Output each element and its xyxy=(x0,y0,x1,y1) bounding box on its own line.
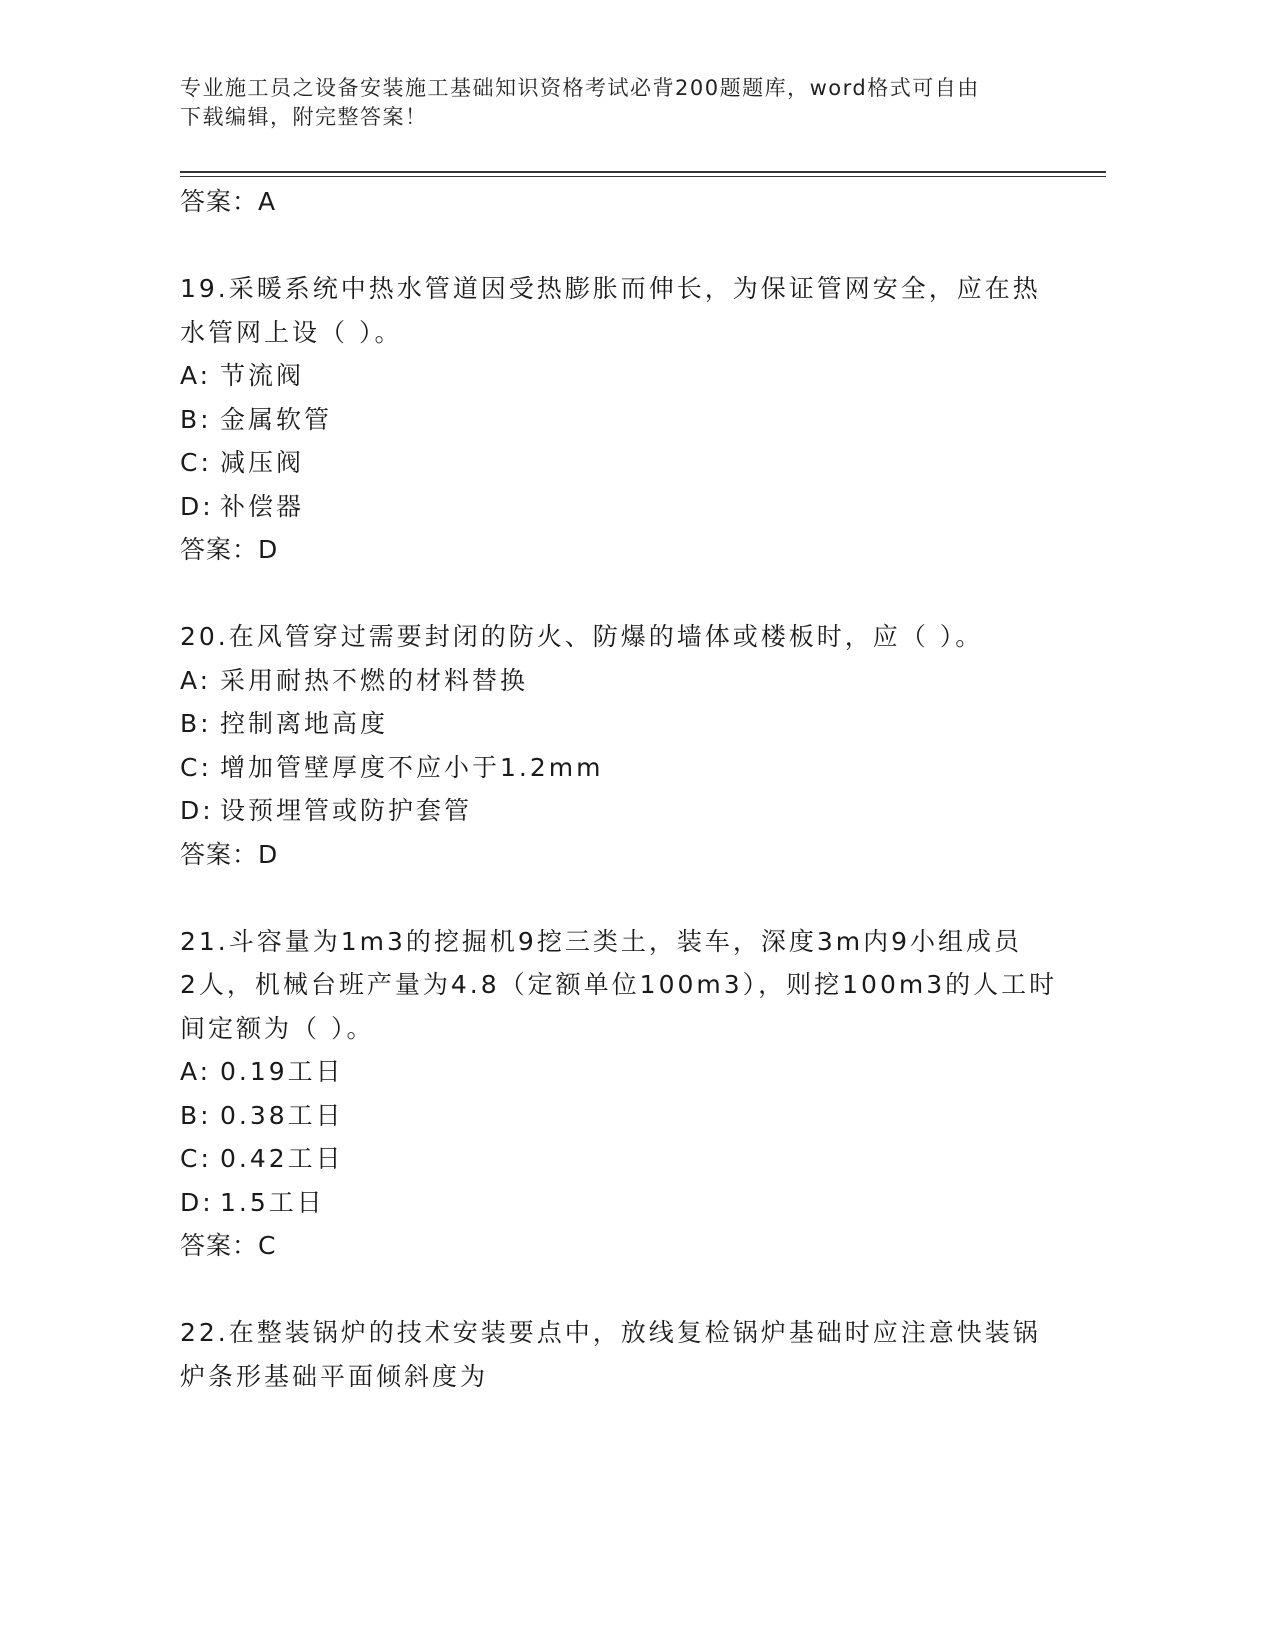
spacer xyxy=(180,224,1050,268)
question-text: 22.在整装锅炉的技术安装要点中，放线复检锅炉基础时应注意快装锅 xyxy=(180,1318,1041,1347)
question-text: 19.采暖系统中热水管道因受热膨胀而伸长，为保证管网安全，应在热 xyxy=(180,274,1041,303)
document-body xyxy=(180,180,1058,1398)
option-key: A: xyxy=(180,665,212,695)
option-c xyxy=(180,441,1050,485)
header-divider-thin xyxy=(180,176,1106,177)
option-key: B: xyxy=(180,709,212,738)
option-text: 减压阀 xyxy=(220,448,305,477)
option-text: 补偿器 xyxy=(220,491,305,521)
answer-line: 答案：A xyxy=(180,187,277,216)
option-key: A: xyxy=(180,361,212,390)
question-text: 水管网上设（ ）。 xyxy=(180,317,403,347)
option-text: 金属软管 xyxy=(220,404,333,434)
option-text: 增加管壁厚度不应小于1.2mm xyxy=(220,752,604,782)
option-b xyxy=(180,398,1050,442)
question-21 xyxy=(180,920,1058,1268)
option-key: C: xyxy=(180,752,212,782)
option-c xyxy=(180,746,1050,790)
question-20 xyxy=(180,615,1050,876)
option-text: 节流阀 xyxy=(220,361,305,390)
option-d xyxy=(180,1181,1050,1225)
answer-line: 答案：C xyxy=(180,1231,277,1260)
question-19 xyxy=(180,267,1050,572)
option-text: 设预埋管或防护套管 xyxy=(220,796,473,825)
header-line-2: 下载编辑，附完整答案！ xyxy=(180,105,428,129)
document-header xyxy=(180,74,1040,132)
option-a xyxy=(180,354,1050,398)
option-d xyxy=(180,789,1050,833)
option-b xyxy=(180,702,1050,746)
question-text: 炉条形基础平面倾斜度为 xyxy=(180,1361,489,1391)
spacer xyxy=(180,572,1050,616)
option-key: B: xyxy=(180,1100,212,1130)
option-text: 1.5工日 xyxy=(220,1187,325,1217)
option-c xyxy=(180,1137,1050,1181)
spacer xyxy=(180,876,1050,920)
option-a xyxy=(180,659,1050,703)
option-a xyxy=(180,1050,1050,1094)
question-text: 21.斗容量为1m3的挖掘机9挖三类土，装车，深度3m内9小组成员 xyxy=(180,926,1022,956)
option-key: C: xyxy=(180,1144,212,1173)
answer-line: 答案：D xyxy=(180,839,279,869)
option-text: 0.38工日 xyxy=(220,1100,344,1130)
option-text: 0.19工日 xyxy=(220,1057,344,1086)
option-key: A: xyxy=(180,1057,212,1086)
header-line-1: 专业施工员之设备安装施工基础知识资格考试必背200题题库，word格式可自由 xyxy=(180,76,980,100)
answer-line: 答案：D xyxy=(180,535,279,564)
option-key: D: xyxy=(180,796,214,825)
question-22 xyxy=(180,1311,1050,1398)
option-text: 采用耐热不燃的材料替换 xyxy=(220,665,529,695)
option-key: D: xyxy=(180,1187,214,1217)
option-b xyxy=(180,1094,1050,1138)
question-text: 2人，机械台班产量为4.8（定额单位100m3），则挖100m3的人工时 xyxy=(180,970,1058,999)
option-text: 0.42工日 xyxy=(220,1144,344,1173)
option-d xyxy=(180,485,1050,529)
option-key: C: xyxy=(180,448,212,477)
option-key: B: xyxy=(180,404,212,434)
header-divider-thick xyxy=(180,171,1106,173)
question-text: 20.在风管穿过需要封闭的防火、防爆的墙体或楼板时，应（ ）。 xyxy=(180,622,984,651)
spacer xyxy=(180,1268,1050,1312)
question-text: 间定额为（ ）。 xyxy=(180,1013,375,1043)
option-key: D: xyxy=(180,491,214,521)
option-text: 控制离地高度 xyxy=(220,709,389,738)
